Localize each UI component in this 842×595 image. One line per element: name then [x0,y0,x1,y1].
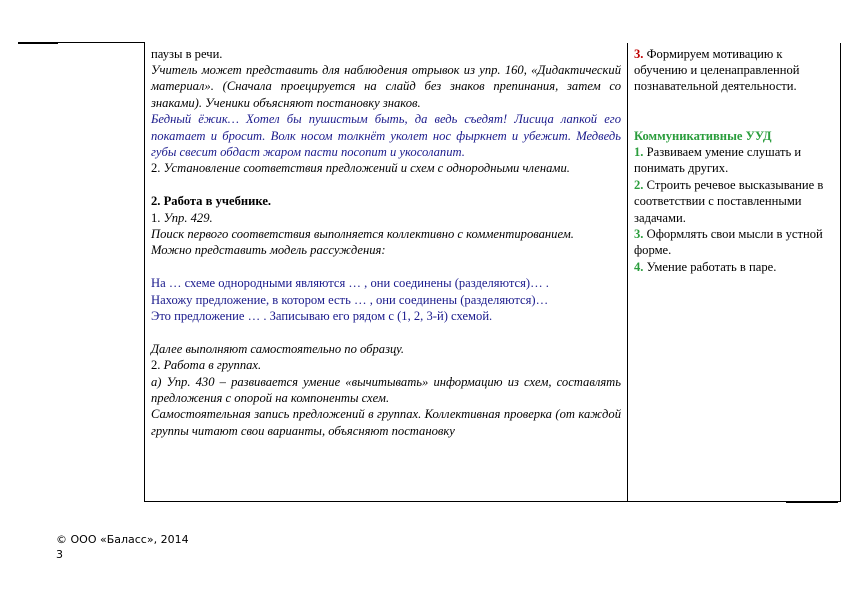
activity-cell [145,43,627,501]
example-text: Бедный ёжик… Хотел бы пушистым быть, да ведь съедят! Лисица лапкой его покатает и бросит. Волк носом толкнёт уколет нос фыркнет и убежит. Медведь губы свесит обдаст жаром пасти посопит и укосолапит. [151,112,621,159]
section-heading: 2. Работа в учебнике. [151,194,272,209]
model-line: Нахожу предложение, в котором есть … , они соединены (разделяются)… [151,292,549,307]
step-number: 2. [151,358,161,373]
spacer [151,259,621,275]
spacer [151,177,621,193]
uud-text: Умение работать в паре. [646,259,777,274]
text-line: паузы в речи. [151,46,223,61]
model-line: На … схеме однородными являются … , они соединены (разделяются)… . [151,276,549,291]
text-line: Далее выполняют самостоятельно по образцу. [151,341,405,356]
table-bottom-rule [786,502,838,503]
uud-item [634,259,835,275]
uud-heading: Коммуникативные УУД [634,128,772,143]
step-number: 2. [151,161,161,176]
step-text: Работа в группах. [163,358,262,373]
copyright-footer: © ООО «Баласс», 2014 [56,533,189,546]
lesson-table [18,42,841,502]
step-item [151,210,621,226]
step-item [151,357,621,373]
uud-item [634,177,835,226]
step-item [151,160,621,176]
uud-item [634,46,835,95]
spacer [151,324,621,340]
uud-text: Строить речевое высказывание в соответствии с поставленными задачами. [634,177,824,225]
step-number: 1. [151,210,161,225]
teacher-note: Учитель может представить для наблюдения отрывок из упр. 160, «Дидактический материал». (Сначала проецируется на слайд без знаков препинания, затем со знаками). Ученики объясняют постановку знаков. [151,62,621,110]
uud-number: 2. [634,177,644,192]
uud-text: Оформлять свои мысли в устной форме. [634,226,823,258]
text-line: Поиск первого соответствия выполняется коллективно с комментированием. [151,226,574,241]
uud-item [634,144,835,177]
uud-text: Формируем мотивацию к обучению и целенаправленной познавательной деятельности. [634,46,800,94]
uud-item [634,226,835,259]
model-line: Это предложение … . Записываю его рядом с (1, 2, 3-й) схемой. [151,308,493,323]
column-uud [628,43,841,502]
uud-number: 3. [634,46,644,61]
column-stage [18,43,145,502]
text-line: Можно представить модель рассуждения: [151,243,386,258]
spacer [634,95,835,111]
step-text: Установление соответствия предложений и схем с однородными членами. [163,161,570,176]
spacer [634,111,835,127]
page-number: 3 [56,548,63,561]
uud-number: 3. [634,226,644,241]
uud-number: 1. [634,144,644,159]
uud-cell [628,43,840,276]
text-line: Самостоятельная запись предложений в группах. Коллективная проверка (от каждой группы читают свои варианты, объясняют постановку [151,407,621,438]
uud-text: Развиваем умение слушать и понимать других. [634,144,802,176]
column-activity [145,43,628,502]
text-line: а) Упр. 430 – развивается умение «вычитывать» информацию из схем, составлять предложения с опорой на компоненты схем. [151,374,621,405]
uud-number: 4. [634,259,644,274]
step-text: Упр. 429. [163,210,213,225]
